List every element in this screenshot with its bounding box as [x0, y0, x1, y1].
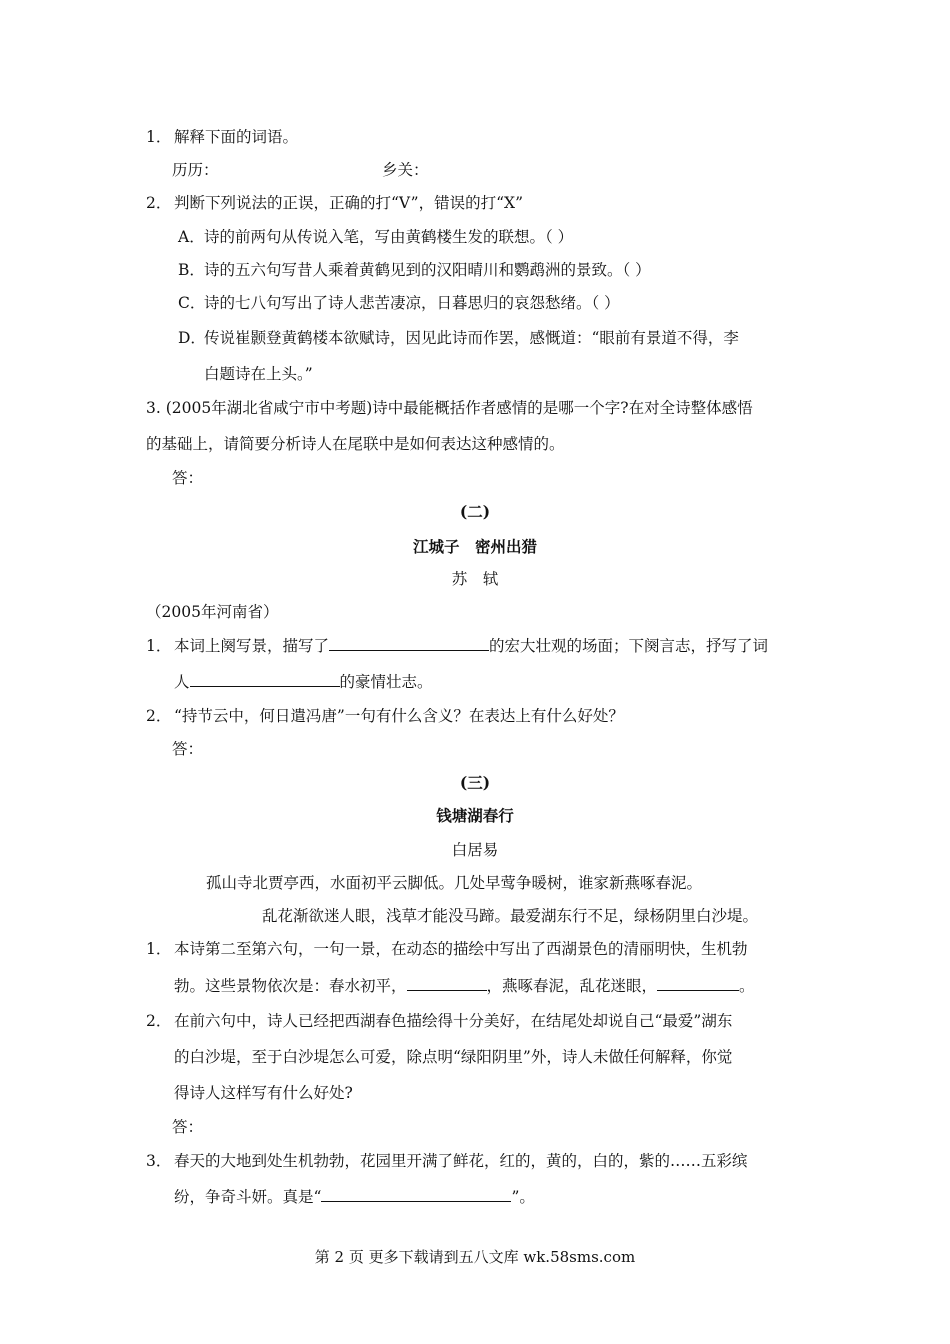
option-c — [178, 293, 620, 313]
question-text: 判断下列说法的正误，正确的打“V”，错误的打“X” — [174, 194, 523, 212]
option-b — [178, 260, 651, 280]
answer-label: 答： — [172, 469, 204, 487]
question-text: 的宏大壮观的场面；下阕言志，抒写了词 — [489, 637, 769, 655]
option-text: 传说崔颢登黄鹤楼本欲赋诗，因见此诗而作罢，感慨道：“眼前有景道不得，李 — [204, 329, 739, 347]
option-text: 诗的前两句从传说入笔，写由黄鹤楼生发的联想。（ ） — [204, 228, 574, 246]
option-d — [178, 328, 739, 348]
question-text: 本诗第二至第六句，一句一景，在动态的描绘中写出了西湖景色的清丽明快，生机勃 — [174, 940, 748, 958]
question-text: 。 — [739, 977, 755, 995]
question-2-line-2: 的白沙堤，至于白沙堤怎么可爱，除点明“绿阳阴里”外，诗人未做任何解释，你觉 — [174, 1048, 733, 1066]
question-2-line-3: 得诗人这样写有什么好处? — [174, 1084, 353, 1102]
page-footer: 第 2 页 更多下载请到五八文库 wk.58sms.com — [314, 1248, 636, 1266]
question-3 — [146, 1151, 748, 1171]
question-3-line-2: 的基础上，请简要分析诗人在尾联中是如何表达这种感情的。 — [146, 435, 565, 453]
poem-title: 钱塘湖春行 — [436, 806, 514, 825]
answer-blank[interactable] — [657, 976, 739, 991]
term-lili: 历历： — [172, 161, 219, 179]
answer-label: 答： — [172, 1118, 204, 1136]
question-number: 2． — [146, 707, 172, 725]
question-text: ，燕啄春泥，乱花迷眼， — [486, 977, 658, 995]
poem-line-1: 孤山寺北贾亭西，水面初平云脚低。几处早莺争暖树，谁家新燕啄春泥。 — [206, 874, 703, 892]
poem-title: 江城子 密州出猎 — [412, 537, 537, 556]
question-2 — [146, 1011, 732, 1031]
question-text: 春天的大地到处生机勃勃，花园里开满了鲜花，红的，黄的，白的，紫的……五彩缤 — [174, 1152, 748, 1170]
question-number: 1． — [146, 128, 172, 146]
option-key: D． — [178, 329, 206, 347]
section-heading: (三) — [459, 773, 491, 792]
question-text: 本词上阕写景，描写了 — [174, 637, 330, 655]
question-text: 在前六句中，诗人已经把西湖春色描绘得十分美好，在结尾处却说自己“最爱”湖东 — [174, 1012, 733, 1030]
answer-blank[interactable] — [190, 672, 340, 687]
option-a — [178, 227, 573, 247]
answer-blank[interactable] — [407, 976, 487, 991]
question-number: 1． — [146, 940, 172, 958]
question-text: 纷，争奇斗妍。真是“ — [174, 1188, 322, 1206]
question-text: ”。 — [511, 1188, 535, 1206]
question-number: 3． — [146, 1152, 172, 1170]
question-2 — [146, 706, 624, 726]
question-1 — [146, 127, 298, 147]
option-d-continued: 白题诗在上头。” — [204, 365, 313, 383]
question-text: “持节云中，何日遣冯唐”一句有什么含义？在表达上有什么好处？ — [174, 707, 624, 725]
question-number: 2． — [146, 194, 172, 212]
question-1 — [146, 636, 768, 656]
question-3-continued — [174, 1187, 535, 1207]
question-1-continued — [174, 672, 433, 692]
question-text: 人 — [174, 673, 190, 691]
option-key: A． — [178, 228, 205, 246]
answer-blank[interactable] — [321, 1187, 511, 1202]
poem-line-2: 乱花渐欲迷人眼，浅草才能没马蹄。最爱湖东行不足，绿杨阴里白沙堤。 — [262, 907, 759, 925]
term-xiangguan: 乡关： — [382, 161, 429, 179]
question-number: 1． — [146, 637, 172, 655]
question-text: 勃。这些景物依次是：春水初平， — [174, 977, 407, 995]
option-key: B． — [178, 261, 205, 279]
option-key: C． — [178, 294, 206, 312]
option-text: 诗的七八句写出了诗人悲苦凄凉，日暮思归的哀怨愁绪。（ ） — [204, 294, 620, 312]
question-3-line-1: 3. (2005年湖北省咸宁市中考题)诗中最能概括作者感情的是哪一个字?在对全诗整体感悟 — [146, 399, 753, 417]
question-text: 的豪情壮志。 — [339, 673, 433, 691]
question-number: 2． — [146, 1012, 172, 1030]
question-text: 解释下面的词语。 — [174, 128, 299, 146]
section-heading: (二) — [459, 502, 491, 521]
poem-author: 白居易 — [451, 841, 499, 859]
question-1-continued — [174, 976, 755, 996]
question-2 — [146, 193, 523, 213]
answer-blank[interactable] — [329, 636, 489, 651]
answer-label: 答： — [172, 740, 204, 758]
question-1 — [146, 939, 748, 959]
source-note: （2005年河南省） — [146, 603, 279, 621]
option-text: 诗的五六句写昔人乘着黄鹤见到的汉阳晴川和鹦鹉洲的景致。（ ） — [204, 261, 651, 279]
poem-author: 苏 轼 — [451, 570, 499, 588]
